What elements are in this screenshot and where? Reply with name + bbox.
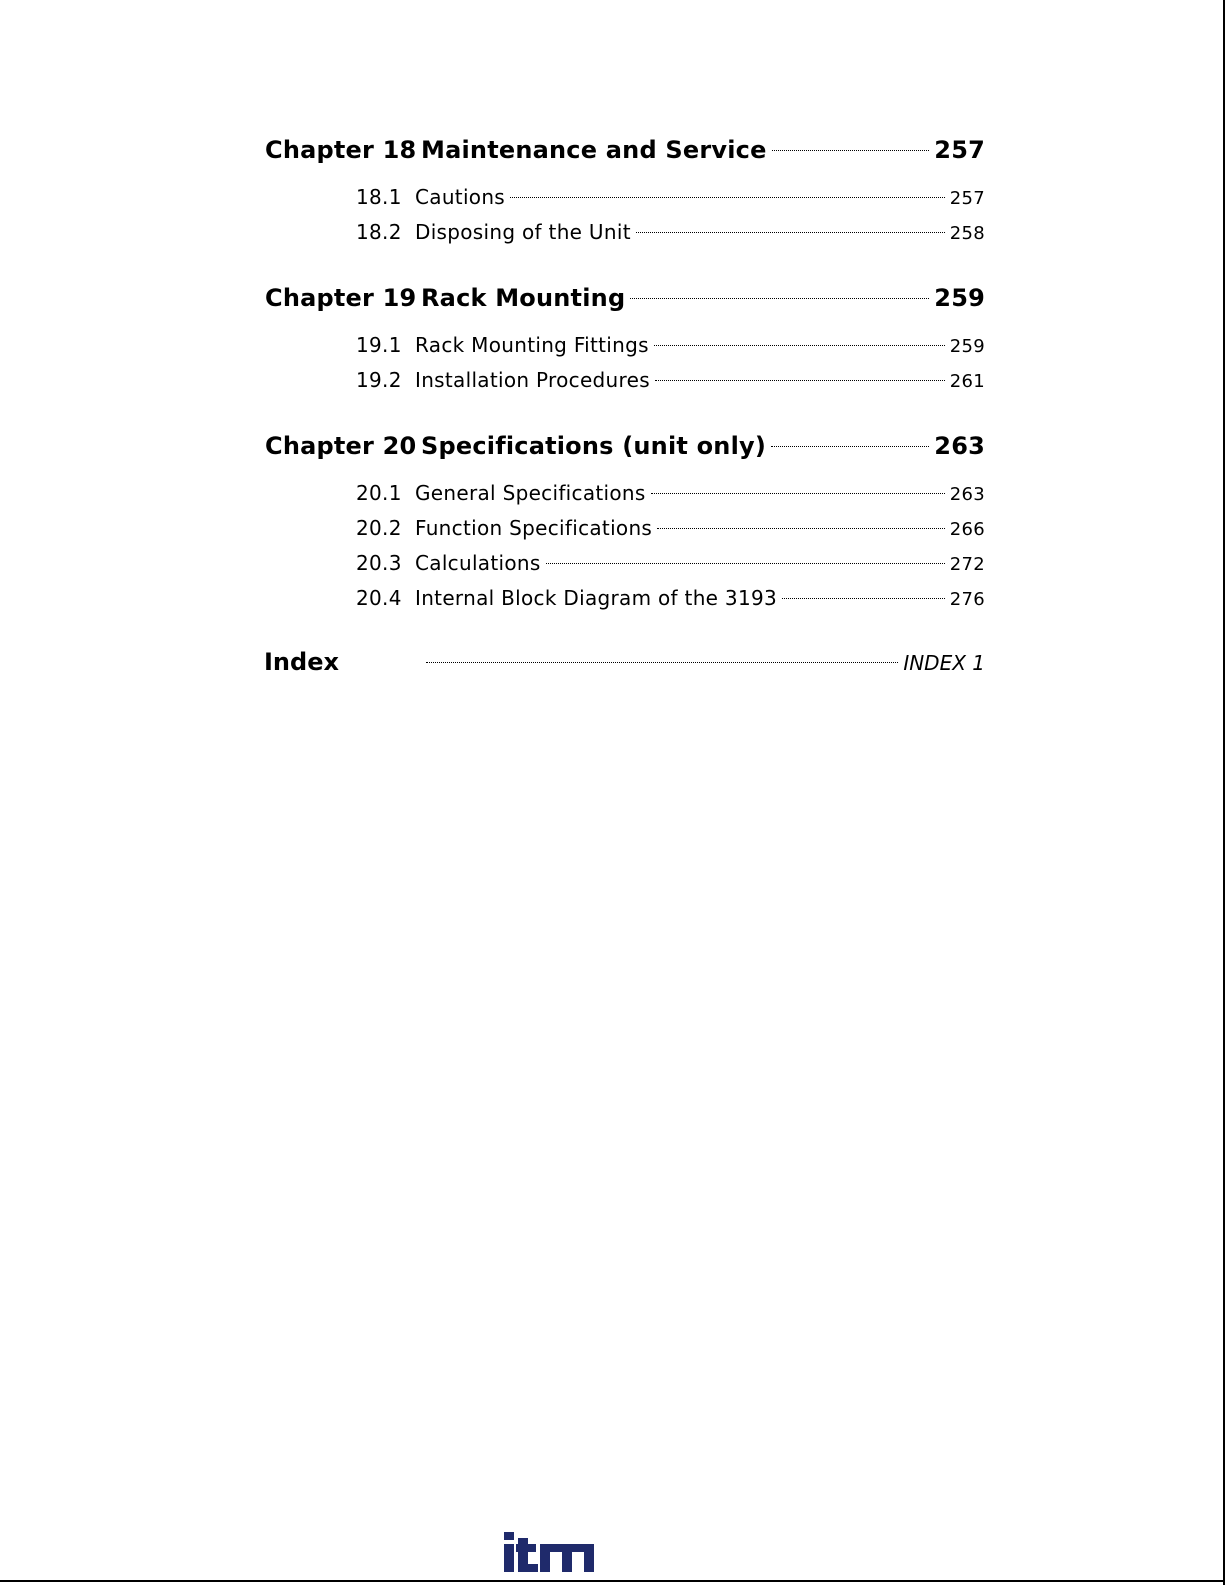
chapter-number: Chapter 18 [265,136,417,164]
toc-section-18-1[interactable] [356,185,985,213]
section-page-number: 258 [949,223,985,244]
section-title: Disposing of the Unit [415,220,631,244]
bottom-edge-rule [0,1580,1225,1582]
chapter-title: Maintenance and Service [421,136,767,164]
chapter-number: Chapter 19 [265,284,417,312]
dot-leader [630,297,929,299]
section-title: Function Specifications [415,516,653,540]
chapter-page-number: 257 [934,136,985,164]
section-title: General Specifications [415,481,646,505]
toc-section-20-3[interactable] [356,551,985,579]
dot-leader [771,445,929,447]
index-title: Index [264,648,339,676]
section-page-number: 276 [949,589,985,610]
toc-index[interactable] [264,648,985,682]
dot-leader [636,231,945,233]
chapter-page-number: 259 [934,284,985,312]
chapter-number: Chapter 20 [265,432,417,460]
section-title: Installation Procedures [415,368,650,392]
dot-leader [655,379,945,381]
itm-logo [504,1532,596,1572]
section-number: 18.2 [356,220,402,244]
chapter-page-number: 263 [934,432,985,460]
section-page-number: 266 [949,519,985,540]
dot-leader [657,527,945,529]
dot-leader [651,492,945,494]
toc-section-19-2[interactable] [356,368,985,396]
dot-leader [772,149,930,151]
dot-leader [510,196,945,198]
section-title: Calculations [415,551,541,575]
section-title: Cautions [415,185,506,209]
section-title: Rack Mounting Fittings [415,333,649,357]
section-number: 20.3 [356,551,402,575]
section-number: 19.1 [356,333,402,357]
dot-leader [782,597,945,599]
section-number: 20.2 [356,516,402,540]
index-page-number: INDEX 1 [903,651,985,675]
section-number: 19.2 [356,368,402,392]
section-page-number: 272 [949,554,985,575]
toc-section-18-2[interactable] [356,220,985,248]
toc-chapter-19[interactable] [265,284,985,318]
section-number: 18.1 [356,185,402,209]
chapter-title: Specifications (unit only) [421,432,767,460]
chapter-title: Rack Mounting [421,284,626,312]
toc-section-20-4[interactable] [356,586,985,614]
section-number: 20.1 [356,481,402,505]
dot-leader [654,344,945,346]
section-page-number: 263 [949,484,985,505]
section-page-number: 261 [949,371,985,392]
section-number: 20.4 [356,586,402,610]
section-title: Internal Block Diagram of the 3193 [415,586,778,610]
toc-chapter-20[interactable] [265,432,985,466]
toc-section-20-2[interactable] [356,516,985,544]
dot-leader [546,562,945,564]
toc-section-20-1[interactable] [356,481,985,509]
toc-section-19-1[interactable] [356,333,985,361]
section-page-number: 259 [949,336,985,357]
toc-chapter-18[interactable] [265,136,985,170]
section-page-number: 257 [949,188,985,209]
dot-leader [426,661,898,663]
